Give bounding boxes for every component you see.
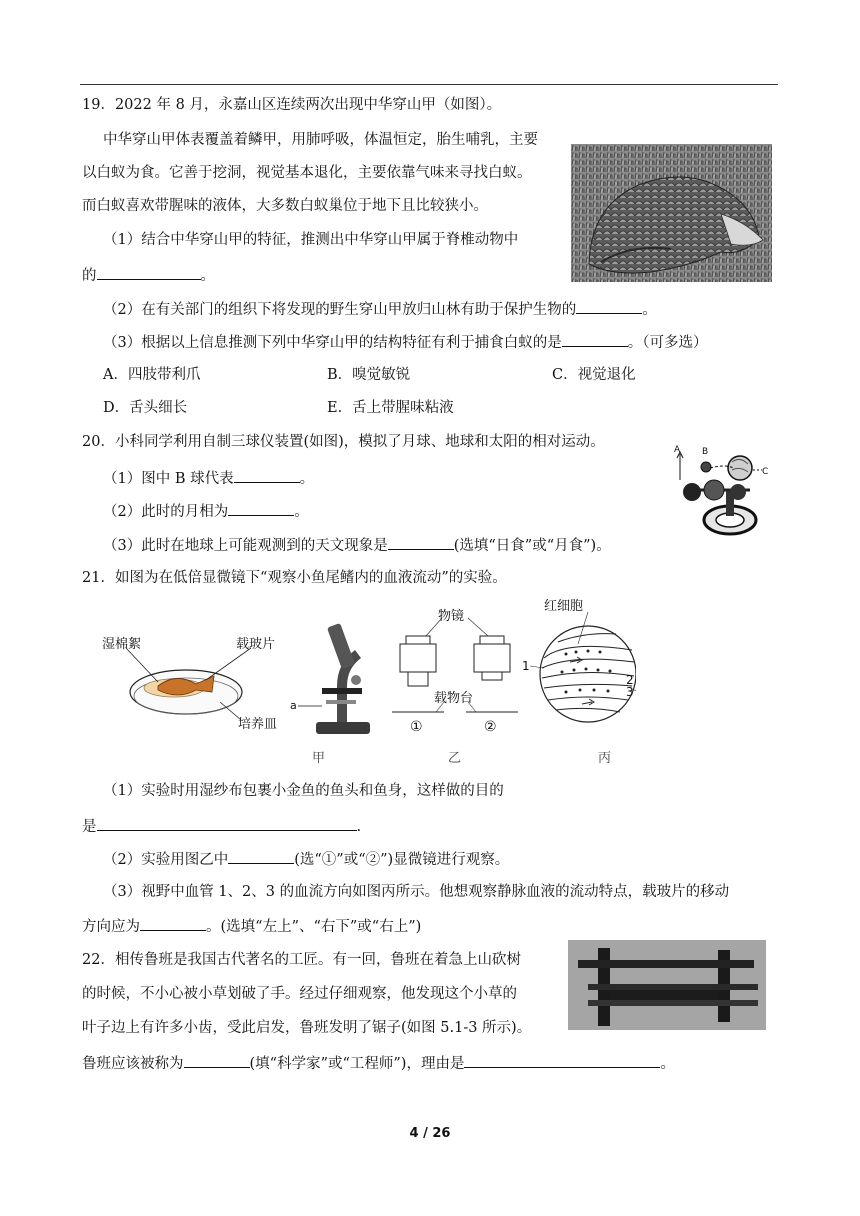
q21-sub3-answer-blank[interactable] [140, 915, 206, 931]
q21-sub3-prefix: 方向应为 [82, 919, 140, 935]
pangolin-photo [571, 144, 772, 282]
q20-sub3-answer-blank[interactable] [388, 534, 454, 550]
label-yi: 乙 [448, 751, 462, 766]
label-circle-2: ② [484, 719, 497, 735]
q20-sub2-text: （2）此时的月相为 [103, 504, 229, 520]
label-vessel-1: 1 [522, 659, 530, 673]
label-vessel-3: 3 [626, 685, 634, 699]
q22-line-4-mid: (填“科学家”或“工程师”)，理由是 [249, 1056, 465, 1072]
q22-answer-blank-2[interactable] [464, 1052, 660, 1068]
figure-bing-field-of-view [530, 612, 636, 722]
q20-sub3-end: (选填“日食”或“月食”)。 [453, 538, 611, 554]
q19-title: 19．2022 年 8 月，永嘉山区连续两次出现中华穿山甲（如图）。 [82, 97, 502, 113]
q20-sub3-text: （3）此时在地球上可能观测到的天文现象是 [103, 538, 388, 554]
label-a: a [290, 699, 297, 712]
q22-line-4 [82, 1052, 675, 1074]
label-slide: 载玻片 [236, 637, 276, 652]
q22-line-3: 叶子边上有许多小齿，受此启发，鲁班发明了锯子(如图 5.1-3 所示)。 [82, 1020, 532, 1036]
q22-line-4-end: 。 [660, 1056, 675, 1072]
q19-sub2-text: （2）在有关部门的组织下将发现的野生穿山甲放归山林有助于保护生物的 [103, 302, 577, 318]
orrery-label-b: B [702, 447, 709, 457]
q19-sub3-end: 。（可多选） [627, 335, 708, 351]
label-vessel-2: 2 [626, 673, 634, 687]
q19-sub1-answer-blank[interactable] [97, 264, 201, 280]
saw-photo [568, 940, 766, 1030]
q19-sub2 [103, 298, 657, 320]
q21-sub3-end: 。(选填“左上”、“右下”或“右上”) [206, 919, 422, 935]
q20-sub2 [103, 500, 309, 522]
q22-line-1: 22．相传鲁班是我国古代著名的工匠。有一回，鲁班在着急上山砍树 [82, 952, 521, 968]
figure-yi-objectives [392, 608, 518, 735]
q21-sub1-line-1: （1）实验时用湿纱布包裹小金鱼的鱼头和鱼身，这样做的目的 [103, 783, 504, 799]
q19-sub1-prefix: 的 [82, 268, 97, 284]
header-rule [80, 84, 778, 85]
q19-sub2-end: 。 [642, 302, 657, 318]
q19-option-d[interactable]: D．舌头细长 [103, 400, 188, 416]
page-number: 4 / 26 [409, 1126, 451, 1141]
label-circle-1: ① [410, 719, 423, 735]
q19-option-e[interactable]: E．舌上带腥味粘液 [327, 400, 454, 416]
label-wet-cotton: 湿棉絮 [102, 637, 142, 652]
orrery-label-c: C [762, 467, 769, 477]
q19-para-line-2: 以白蚁为食。它善于挖洞，视觉基本退化，主要依靠气味来寻找白蚁。 [82, 165, 532, 181]
fish-tail-experiment-figure [96, 596, 636, 768]
q19-sub3-text: （3）根据以上信息推测下列中华穿山甲的结构特征有利于捕食白蚁的是 [103, 335, 562, 351]
q19-sub1-line-2 [82, 264, 215, 286]
label-rbc: 红细胞 [544, 599, 584, 614]
label-dish: 培养皿 [238, 717, 278, 732]
label-jia: 甲 [312, 751, 326, 766]
q22-answer-blank-1[interactable] [184, 1052, 250, 1068]
q19-option-a[interactable]: A．四肢带利爪 [103, 367, 201, 383]
label-stage: 载物台 [434, 691, 474, 706]
q21-sub2 [103, 848, 509, 870]
q20-sub2-end: 。 [294, 504, 309, 520]
q20-sub1-answer-blank[interactable] [234, 467, 300, 483]
q20-sub1-text: （1）图中 B 球代表 [103, 471, 234, 487]
q21-sub3-line-2 [82, 915, 421, 937]
q21-sub3-line-1: （3）视野中血管 1、2、3 的血流方向如图丙所示。他想观察静脉血液的流动特点，载玻片的移动 [103, 884, 730, 900]
q19-sub3-answer-blank[interactable] [562, 331, 628, 347]
q20-title: 20．小科同学利用自制三球仪装置(如图)，模拟了月球、地球和太阳的相对运动。 [82, 434, 605, 450]
q19-para-line-3: 而白蚁喜欢带腥味的液体，大多数白蚁巢位于地下且比较狭小。 [82, 198, 488, 214]
q21-sub1-end: . [356, 819, 362, 835]
q20-sub1 [103, 467, 314, 489]
q21-sub1-prefix: 是 [82, 819, 97, 835]
label-bing: 丙 [598, 751, 612, 766]
q19-option-c[interactable]: C．视觉退化 [552, 367, 636, 383]
q19-sub3 [103, 331, 707, 353]
q21-sub2-answer-blank[interactable] [228, 848, 294, 864]
figure-jia-petri-dish [102, 636, 277, 732]
q22-line-4-text: 鲁班应该被称为 [82, 1056, 184, 1072]
orrery-figure [658, 440, 776, 540]
q19-option-b[interactable]: B．嗅觉敏锐 [327, 367, 411, 383]
q21-title: 21．如图为在低倍显微镜下“观察小鱼尾鳍内的血液流动”的实验。 [82, 570, 507, 586]
q22-line-2: 的时候，不小心被小草划破了手。经过仔细观察，他发现这个小草的 [82, 986, 517, 1002]
q19-sub2-answer-blank[interactable] [576, 298, 642, 314]
q19-sub1-line-1: （1）结合中华穿山甲的特征，推测出中华穿山甲属于脊椎动物中 [103, 232, 519, 248]
q21-sub2-text: （2）实验用图乙中 [103, 852, 229, 868]
q19-para-line-1: 中华穿山甲体表覆盖着鳞甲，用肺呼吸，体温恒定，胎生哺乳，主要 [103, 132, 538, 148]
q21-sub2-end: (选“①”或“②”)显微镜进行观察。 [294, 852, 510, 868]
orrery-label-a: A [674, 445, 681, 455]
q21-sub1-answer-blank[interactable] [97, 815, 357, 831]
label-objective: 物镜 [438, 609, 465, 624]
figure-jia-microscope [290, 623, 370, 734]
q19-sub1-end: 。 [200, 268, 215, 284]
q20-sub1-end: 。 [299, 471, 315, 487]
q20-sub3 [103, 534, 611, 556]
q20-sub2-answer-blank[interactable] [228, 500, 294, 516]
q21-sub1-line-2 [82, 815, 361, 837]
